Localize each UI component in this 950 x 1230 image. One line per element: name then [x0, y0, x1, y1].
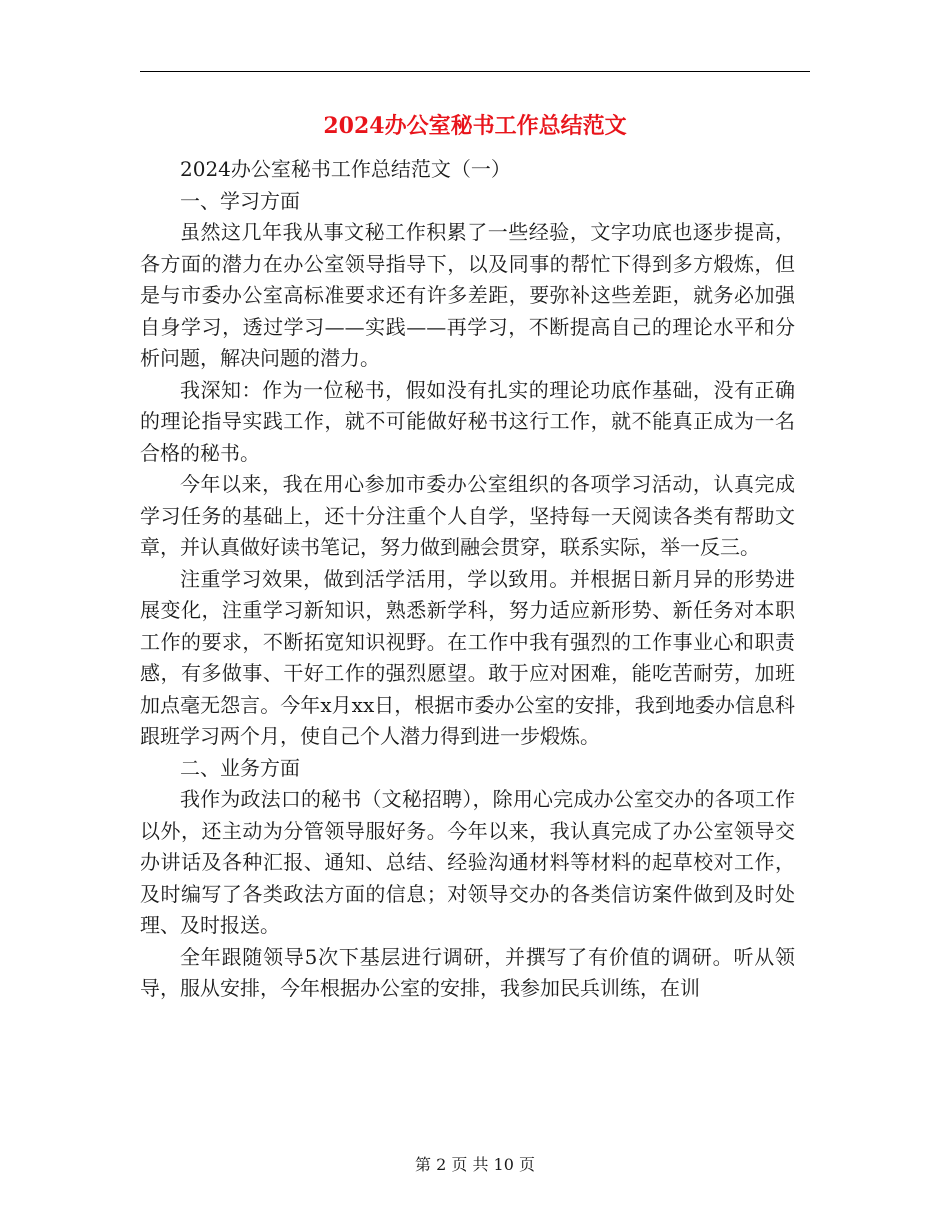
- paragraph: 全年跟随领导5次下基层进行调研，并撰写了有价值的调研。听从领导，服从安排，今年根据办公室的安排，我参加民兵训练，在训: [140, 944, 795, 1000]
- paragraph: 注重学习效果，做到活学活用，学以致用。并根据日新月异的形势进展变化，注重学习新知识，熟悉新学科，努力适应新形势、新任务对本职工作的要求，不断拓宽知识视野。在工作中我有强烈的工作事业心和职责感，有多做事、干好工作的强烈愿望。敢于应对困难，能吃苦耐劳，加班加点毫无怨言。今年x月xx日，根据市委办公室的安排，我到地委办信息科跟班学习两个月，使自己个人潜力得到进一步煅炼。: [140, 566, 795, 748]
- document-body: [140, 154, 795, 1005]
- document-title: 2024办公室秘书工作总结范文: [323, 113, 627, 139]
- paragraph: 今年以来，我在用心参加市委办公室组织的各项学习活动，认真完成学习任务的基础上，还十分注重个人自学，坚持每一天阅读各类有帮助文章，并认真做好读书笔记，努力做到融会贯穿，联系实际，举一反三。: [140, 472, 795, 559]
- paragraph: 我深知：作为一位秘书，假如没有扎实的理论功底作基础，没有正确的理论指导实践工作，就不可能做好秘书这行工作，就不能真正成为一名合格的秘书。: [140, 377, 795, 465]
- section-subtitle: 2024办公室秘书工作总结范文（一）: [180, 157, 511, 181]
- section-heading-business: 二、业务方面: [180, 755, 300, 780]
- page-number-footer: 第 2 页 共 10 页: [415, 1155, 535, 1174]
- section-heading-study: 一、学习方面: [180, 188, 300, 213]
- paragraph: 虽然这几年我从事文秘工作积累了一些经验，文字功底也逐步提高，各方面的潜力在办公室领导指导下，以及同事的帮忙下得到多方煅炼，但是与市委办公室高标准要求还有许多差距，要弥补这些差距，就务必加强自身学习，透过学习——实践——再学习，不断提高自己的理论水平和分析问题，解决问题的潜力。: [140, 220, 795, 370]
- paragraph: 我作为政法口的秘书（文秘招聘），除用心完成办公室交办的各项工作以外，还主动为分管领导服好务。今年以来，我认真完成了办公室领导交办讲话及各种汇报、通知、总结、经验沟通材料等材料的起草校对工作，及时编写了各类政法方面的信息；对领导交办的各类信访案件做到及时处理、及时报送。: [140, 787, 795, 937]
- header-rule: [140, 71, 810, 72]
